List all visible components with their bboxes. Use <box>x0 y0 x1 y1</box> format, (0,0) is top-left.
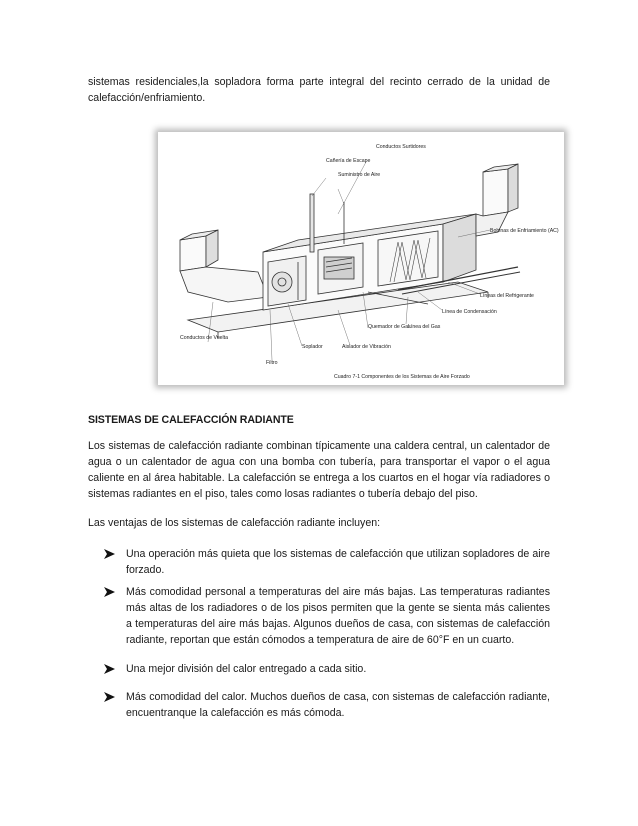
label-soplador: Soplador <box>302 344 323 350</box>
list-item <box>104 546 550 578</box>
arrowhead-bullet-icon <box>104 549 115 559</box>
arrowhead-bullet-icon <box>104 664 115 674</box>
label-linea-condensacion: Línea de Condensación <box>442 309 497 315</box>
list-item <box>104 661 550 677</box>
label-lineas-refrigerante: Líneas del Refrigerante <box>480 293 534 299</box>
forced-air-system-diagram <box>158 132 564 385</box>
section-heading: SISTEMAS DE CALEFACCIÓN RADIANTE <box>88 414 294 426</box>
label-suministro-aire: Suministro de Aire <box>338 172 381 178</box>
list-item <box>104 689 550 721</box>
arrowhead-bullet-icon <box>104 587 115 597</box>
list-item-text: Una operación más quieta que los sistemas de calefacción que utilizan sopladores de aire forzado. <box>126 548 550 576</box>
cabinet-side <box>443 214 476 282</box>
label-filtro: Filtro <box>266 360 278 366</box>
paragraph-advantages-intro: Las ventajas de los sistemas de calefacción radiante incluyen: <box>88 517 381 529</box>
label-caneria-escape: Cañería de Escape <box>326 158 371 164</box>
list-item-text: Más comodidad personal a temperaturas del aire más bajas. Las temperaturas radiantes más altas de los radiadores o de los pisos permiten que la gente se sienta más calientes a temperaturas del aire más bajas. Algunos dueños de casa, con sistemas de calefacción radiante, reportan que están cómodos a temperatura de aire de 60°F en un cuarto. <box>126 586 550 646</box>
diagram-svg <box>158 132 564 385</box>
paragraph-radiant-systems: Los sistemas de calefacción radiante combinan típicamente una caldera central, un calentador de agua o un calentador de agua con una bomba con tubería, para transportar el vapor o el agua caliente en al área habitable. La calefacción se entrega a los cuartos en el hogar vía radiadores o sistemas radiantes en el piso, tales como losas radiantes o tubería debajo del piso. <box>88 440 550 500</box>
label-quemador-gas: Quemador de Gas <box>368 324 411 330</box>
intro-paragraph: sistemas residenciales,la sopladora forma parte integral del recinto cerrado de la unidad de calefacción/enfriamiento. <box>88 76 550 104</box>
figure-caption: Cuadro 7-1 Componentes de los Sistemas de Aire Forzado <box>334 374 470 380</box>
exhaust-pipe <box>310 194 314 252</box>
label-linea-gas: Línea del Gas <box>408 324 441 330</box>
label-bobinas: Bobinas de Enfriamiento (AC) <box>490 228 559 234</box>
list-item-text: Más comodidad del calor. Muchos dueños de casa, con sistemas de calefacción radiante, encuentranque la calefacción es más cómoda. <box>126 691 550 719</box>
label-aislador-vibracion: Aislador de Vibración <box>342 344 391 350</box>
list-item <box>104 584 550 648</box>
blower-wheel <box>272 272 292 292</box>
list-item-text: Una mejor división del calor entregado a cada sitio. <box>126 663 367 675</box>
arrowhead-bullet-icon <box>104 692 115 702</box>
label-conductos-surtidores: Conductos Surtidores <box>376 144 426 150</box>
label-conductos-vuelta: Conductos de Vuelta <box>180 335 228 341</box>
